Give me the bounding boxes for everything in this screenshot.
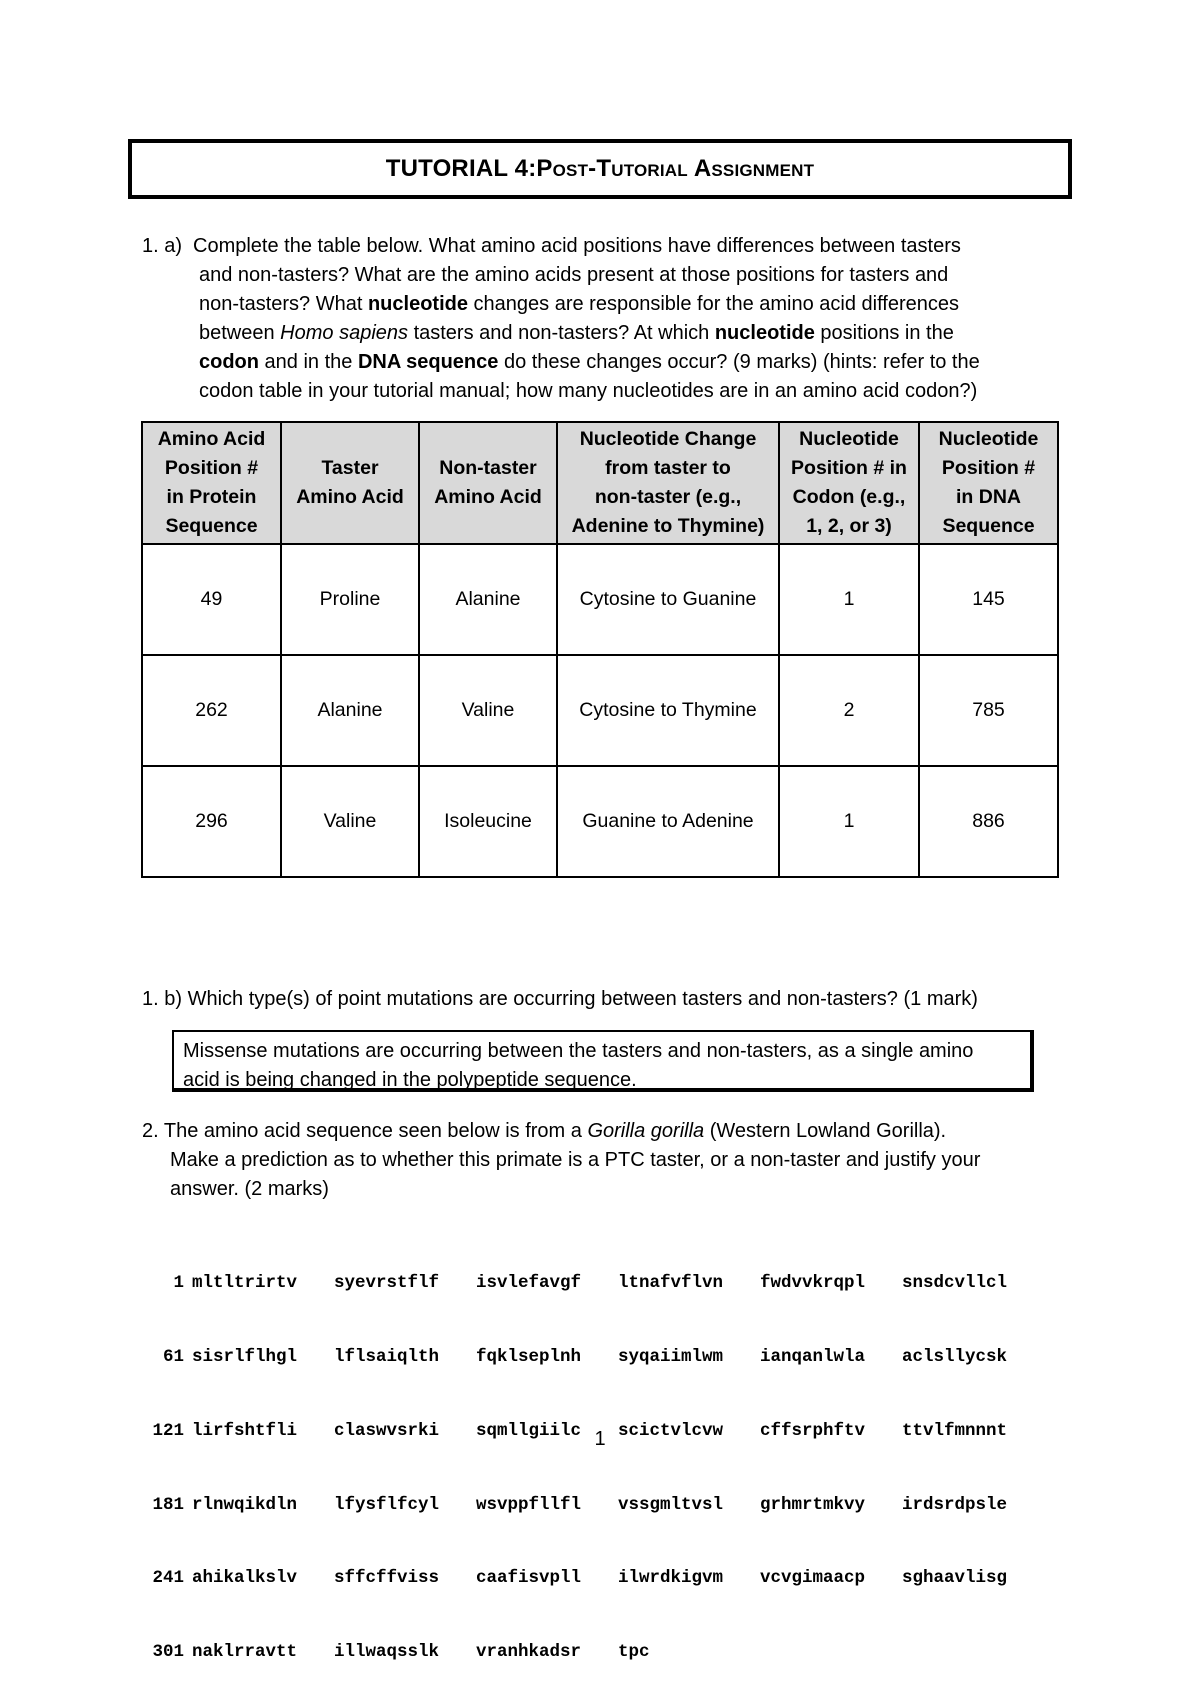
sequence-row	[142, 1566, 1044, 1591]
sequence-chunk: tpc	[618, 1642, 650, 1663]
table-cell: Alanine	[419, 544, 557, 655]
sequence-chunk: claswvsrki	[334, 1420, 440, 1441]
sequence-chunk: fwdvvkrqpl	[760, 1273, 866, 1294]
sequence-chunk: irdsrdpsle	[902, 1494, 1008, 1515]
table-cell: 785	[919, 655, 1058, 766]
sequence-chunk: lirfshtfli	[192, 1420, 298, 1441]
table-cell: Valine	[281, 766, 419, 877]
answer-line: Missense mutations are occurring between the tasters and non-tasters, as a single amino	[183, 1040, 974, 1062]
sequence-chunk: aclsllycsk	[902, 1346, 1008, 1367]
table-cell: 2	[779, 655, 919, 766]
sequence-row	[142, 1271, 1044, 1296]
sequence-chunk: caafisvpll	[476, 1568, 582, 1589]
sequence-chunk: syqaiimlwm	[618, 1346, 724, 1367]
sequence-chunk: lflsaiqlth	[334, 1346, 440, 1367]
page-title	[128, 139, 1072, 199]
sequence-chunk: ianqanlwla	[760, 1346, 866, 1367]
header-nucleotide-change: Nucleotide Change from taster to non-taster (e.g., Adenine to Thymine)	[557, 422, 779, 544]
question-1a-line: Complete the table below. What amino acid positions have differences between tasters	[193, 235, 961, 257]
sequence-chunk: grhmrtmkvy	[760, 1494, 866, 1515]
table-cell: Cytosine to Thymine	[557, 655, 779, 766]
question-1b: 1. b) Which type(s) of point mutations are occurring between tasters and non-tasters? (1 mark)	[142, 988, 978, 1010]
table-cell: 49	[142, 544, 281, 655]
sequence-chunk: vssgmltvsl	[618, 1494, 724, 1515]
sequence-chunk: fqklseplnh	[476, 1346, 582, 1367]
table-cell: 1	[779, 544, 919, 655]
sequence-position: 241	[152, 1568, 184, 1589]
question-2-line: answer. (2 marks)	[170, 1178, 329, 1200]
title-prefix: TUTORIAL 4:	[385, 155, 537, 182]
table-row	[142, 544, 1058, 655]
sequence-chunk: ttvlfmnnnt	[902, 1420, 1008, 1441]
gorilla-amino-acid-sequence	[142, 1222, 1044, 1689]
sequence-chunk: vranhkadsr	[476, 1642, 582, 1663]
table-cell: Isoleucine	[419, 766, 557, 877]
question-2-line: Make a prediction as to whether this primate is a PTC taster, or a non-taster and justify your	[170, 1149, 981, 1171]
sequence-row	[142, 1640, 1044, 1665]
table-cell: 145	[919, 544, 1058, 655]
answer-box	[172, 1030, 1034, 1092]
sequence-chunk: illwaqsslk	[334, 1642, 440, 1663]
sequence-chunk: snsdcvllcl	[902, 1273, 1008, 1294]
sequence-position: 181	[152, 1494, 184, 1515]
question-2	[142, 1117, 1062, 1204]
sequence-chunk: naklrravtt	[192, 1642, 298, 1663]
question-1a	[142, 232, 1062, 406]
header-dna-position: Nucleotide Position # in DNA Sequence	[919, 422, 1058, 544]
question-1a-number: 1. a)	[142, 235, 183, 257]
question-1a-line: between Homo sapiens tasters and non-tasters? At which nucleotide positions in the	[199, 322, 954, 344]
table-row	[142, 655, 1058, 766]
question-1a-line: codon and in the DNA sequence do these changes occur? (9 marks) (hints: refer to the	[199, 351, 980, 373]
sequence-chunk: ahikalkslv	[192, 1568, 298, 1589]
question-2-line: 2. The amino acid sequence seen below is from a Gorilla gorilla (Western Lowland Gorilla).	[142, 1120, 947, 1142]
table-cell: 262	[142, 655, 281, 766]
table-row	[142, 766, 1058, 877]
sequence-chunk: wsvppfllfl	[476, 1494, 582, 1515]
header-taster-amino-acid: Taster Amino Acid	[281, 422, 419, 544]
sequence-chunk: vcvgimaacp	[760, 1568, 866, 1589]
page-number: 1	[594, 1428, 606, 1450]
sequence-chunk: scictvlcvw	[618, 1420, 724, 1441]
table-cell: 1	[779, 766, 919, 877]
sequence-chunk: sghaavlisg	[902, 1568, 1008, 1589]
sequence-position: 121	[152, 1420, 184, 1441]
sequence-row	[142, 1493, 1044, 1518]
title-rest: Post-Tutorial Assignment	[536, 155, 815, 182]
question-1a-line: non-tasters? What nucleotide changes are responsible for the amino acid differences	[199, 293, 960, 315]
table-cell: Proline	[281, 544, 419, 655]
sequence-chunk: syevrstflf	[334, 1273, 440, 1294]
sequence-row	[142, 1345, 1044, 1370]
sequence-chunk: isvlefavgf	[476, 1273, 582, 1294]
sequence-chunk: ilwrdkigvm	[618, 1568, 724, 1589]
mutation-table	[141, 421, 1059, 878]
sequence-position: 61	[162, 1346, 184, 1367]
table-cell: Cytosine to Guanine	[557, 544, 779, 655]
table-cell: 886	[919, 766, 1058, 877]
table-cell: Valine	[419, 655, 557, 766]
sequence-chunk: cffsrphftv	[760, 1420, 866, 1441]
sequence-chunk: mltltrirtv	[192, 1273, 298, 1294]
sequence-position: 1	[173, 1273, 184, 1294]
table-cell: 296	[142, 766, 281, 877]
sequence-chunk: sffcffviss	[334, 1568, 440, 1589]
header-non-taster-amino-acid: Non-taster Amino Acid	[419, 422, 557, 544]
sequence-chunk: sqmllgiilc	[476, 1420, 582, 1441]
sequence-chunk: sisrlflhgl	[192, 1346, 298, 1367]
sequence-chunk: ltnafvflvn	[618, 1273, 724, 1294]
sequence-position: 301	[152, 1642, 184, 1663]
table-cell: Guanine to Adenine	[557, 766, 779, 877]
table-cell: Alanine	[281, 655, 419, 766]
sequence-chunk: rlnwqikdln	[192, 1494, 298, 1515]
answer-line: acid is being changed in the polypeptide sequence.	[183, 1069, 637, 1091]
question-1a-line: codon table in your tutorial manual; how many nucleotides are in an amino acid codon?)	[199, 380, 978, 402]
question-1a-line: and non-tasters? What are the amino acids present at those positions for tasters and	[199, 264, 949, 286]
header-amino-acid-position: Amino Acid Position # in Protein Sequence	[142, 422, 281, 544]
table-header-row	[142, 422, 1058, 544]
sequence-chunk: lfysflfcyl	[334, 1494, 440, 1515]
header-codon-position: Nucleotide Position # in Codon (e.g., 1, 2, or 3)	[779, 422, 919, 544]
